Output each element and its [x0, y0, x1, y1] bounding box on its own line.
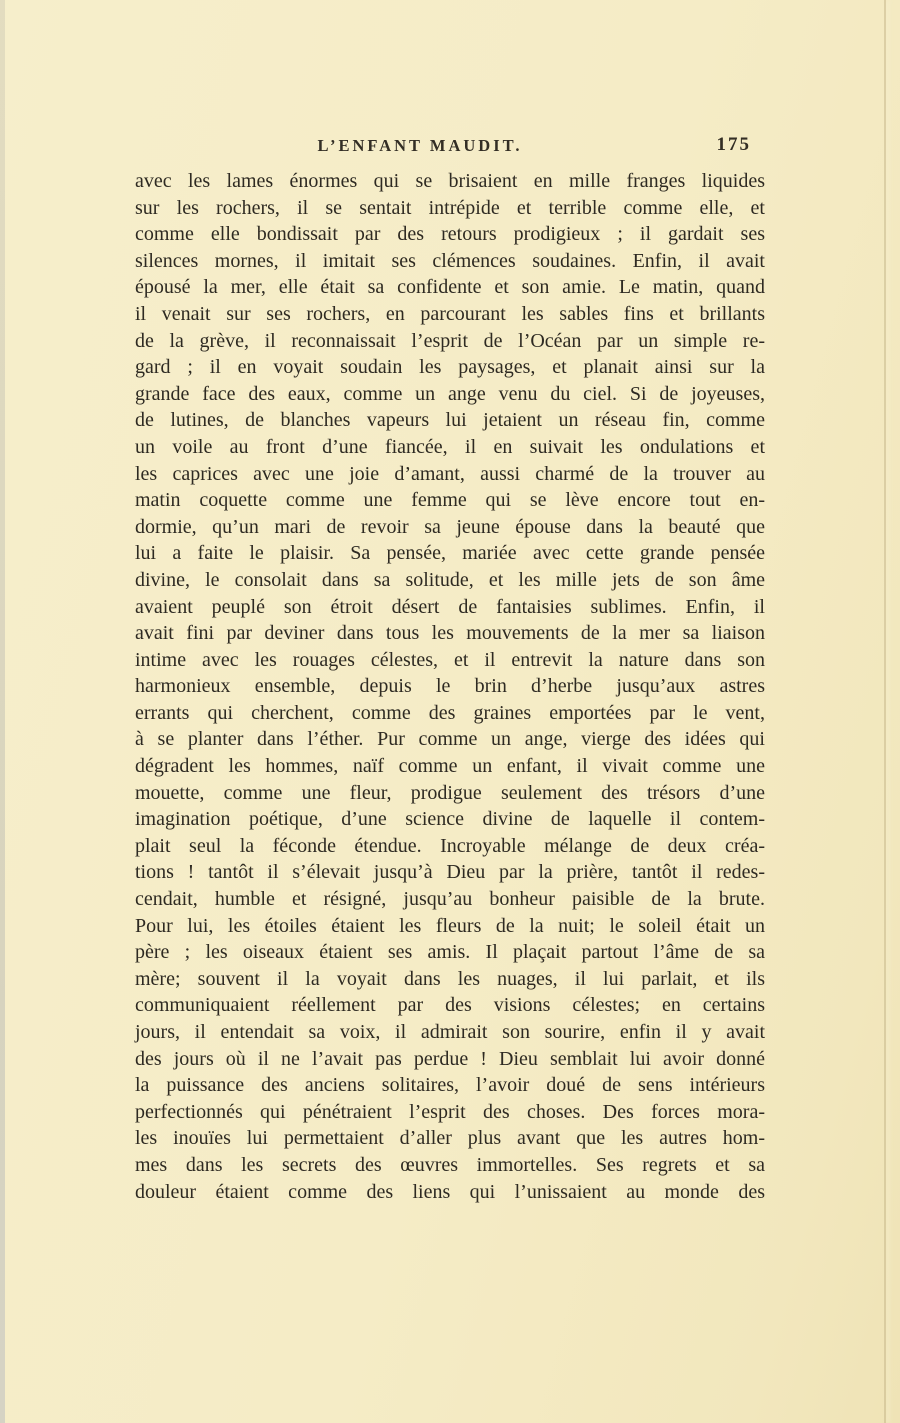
text-line: grande face des eaux, comme un ange venu du ciel. Si de joyeuses, — [135, 382, 765, 405]
text-line: comme elle bondissait par des retours prodigieux ; il gardait ses — [135, 223, 765, 246]
text-line: la puissance des anciens solitaires, l’avoir doué de sens intérieurs — [135, 1074, 765, 1097]
text-line: de lutines, de blanches vapeurs lui jetaient un réseau fin, comme — [135, 409, 765, 432]
text-line: mes dans les secrets des œuvres immortelles. Ses regrets et sa — [135, 1153, 765, 1176]
text-line: plait seul la féconde étendue. Incroyable mélange de deux créa- — [135, 834, 765, 857]
text-line: perfectionnés qui pénétraient l’esprit des choses. Des forces mora- — [135, 1100, 765, 1123]
text-line: il venait sur ses rochers, en parcourant les sables fins et brillants — [135, 302, 765, 325]
running-head — [135, 136, 765, 162]
text-line: un voile au front d’une fiancée, il en suivait les ondulations et — [135, 435, 765, 458]
text-line: silences mornes, il imitait ses clémences soudaines. Enfin, il avait — [135, 249, 765, 272]
text-line: des jours où il ne l’avait pas perdue ! Dieu semblait lui avoir donné — [135, 1047, 765, 1070]
text-line: les inouïes lui permettaient d’aller plus avant que les autres hom- — [135, 1127, 765, 1150]
text-line: dormie, qu’un mari de revoir sa jeune épouse dans la beauté que — [135, 515, 765, 538]
text-line: sur les rochers, il se sentait intrépide et terrible comme elle, et — [135, 196, 765, 219]
page-left-edge — [0, 0, 5, 1423]
text-line: lui a faite le plaisir. Sa pensée, mariée avec cette grande pensée — [135, 542, 765, 565]
text-line: mère; souvent il la voyait dans les nuages, il lui parlait, et ils — [135, 967, 765, 990]
text-line: jours, il entendait sa voix, il admirait son sourire, enfin il y avait — [135, 1021, 765, 1043]
text-line: divine, le consolait dans sa solitude, et les mille jets de son âme — [135, 568, 765, 591]
text-line: avec les lames énormes qui se brisaient en mille franges liquides — [135, 170, 765, 192]
text-line: matin coquette comme une femme qui se lève encore tout en- — [135, 489, 765, 512]
text-line: les caprices avec une joie d’amant, aussi charmé de la trouver au — [135, 462, 765, 485]
text-line: dégradent les hommes, naïf comme un enfant, il vivait comme une — [135, 755, 765, 778]
text-line: harmonieux ensemble, depuis le brin d’herbe jusqu’aux astres — [135, 675, 765, 698]
running-head-title: L’ENFANT MAUDIT. — [317, 136, 523, 155]
body-text-block — [135, 168, 765, 1205]
text-line: épousé la mer, elle était sa confidente et son amie. Le matin, quand — [135, 276, 765, 299]
text-line: Pour lui, les étoiles étaient les fleurs de la nuit; le soleil était un — [135, 914, 765, 937]
text-line: de la grève, il reconnaissait l’esprit de l’Océan par un simple re- — [135, 329, 765, 352]
text-line: douleur étaient comme des liens qui l’unissaient au monde des — [135, 1180, 765, 1203]
page-number: 175 — [716, 134, 751, 155]
page-right-crease — [884, 0, 886, 1423]
text-line: gard ; il en voyait soudain les paysages, et planait ainsi sur la — [135, 356, 765, 379]
text-line: intime avec les rouages célestes, et il entrevit la nature dans son — [135, 648, 765, 671]
text-line: avait fini par deviner dans tous les mouvements de la mer sa liaison — [135, 622, 765, 645]
text-line: avaient peuplé son étroit désert de fantaisies sublimes. Enfin, il — [135, 595, 765, 618]
text-line: tions ! tantôt il s’élevait jusqu’à Dieu par la prière, tantôt il redes- — [135, 861, 765, 884]
text-line: père ; les oiseaux étaient ses amis. Il plaçait partout l’âme de sa — [135, 941, 765, 964]
text-line: errants qui cherchent, comme des graines emportées par le vent, — [135, 701, 765, 724]
text-line: à se planter dans l’éther. Pur comme un ange, vierge des idées qui — [135, 728, 765, 751]
text-line: communiquaient réellement par des visions célestes; en certains — [135, 994, 765, 1017]
text-line: mouette, comme une fleur, prodigue seulement des trésors d’une — [135, 781, 765, 804]
text-line: imagination poétique, d’une science divine de laquelle il contem- — [135, 808, 765, 831]
text-line: cendait, humble et résigné, jusqu’au bonheur paisible de la brute. — [135, 888, 765, 911]
